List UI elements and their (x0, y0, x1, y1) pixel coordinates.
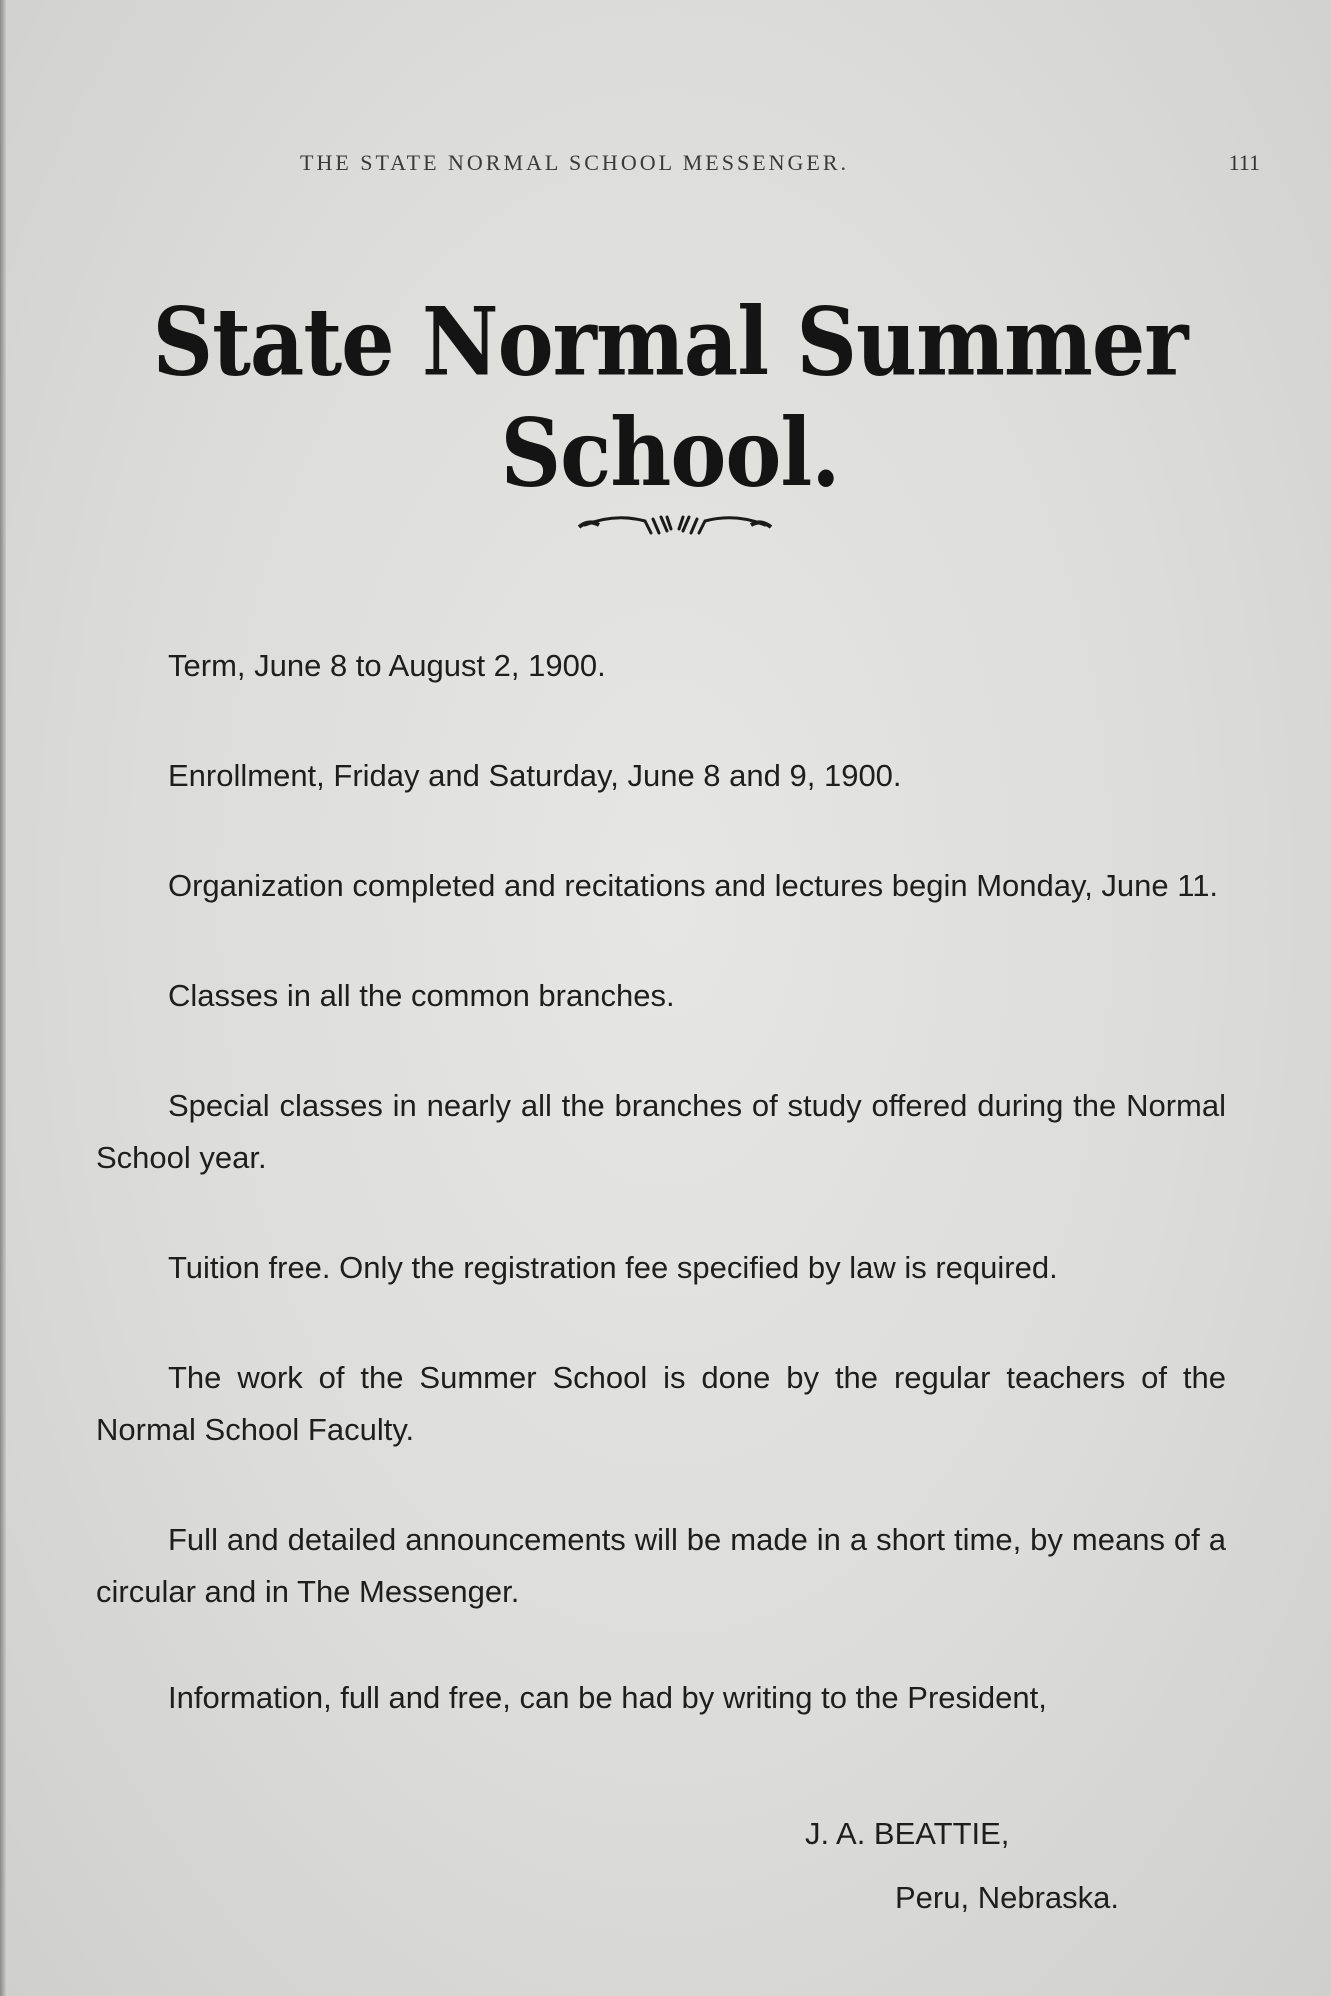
running-title: THE STATE NORMAL SCHOOL MESSENGER. (300, 150, 850, 175)
flourish-ornament-icon (575, 505, 775, 545)
paragraph-classes: Classes in all the common branches. (168, 978, 675, 1013)
page-edge-shadow (0, 0, 6, 1996)
announcement-body (96, 640, 1226, 1782)
paragraph-announcements: Full and detailed announcements will be made in a short time, by means of a circular and in The Messenger. (96, 1522, 1226, 1609)
signature-location: Peru, Nebraska. (895, 1880, 1119, 1915)
paragraph-information: Information, full and free, can be had by writing to the President, (168, 1680, 1047, 1715)
paragraph-term: Term, June 8 to August 2, 1900. (168, 648, 606, 683)
paragraph-faculty: The work of the Summer School is done by the regular teachers of the Normal School Faculty. (96, 1360, 1226, 1447)
page-number: 111 (1228, 150, 1260, 175)
signature-name: J. A. BEATTIE, (805, 1816, 1010, 1851)
signature-block (805, 1808, 1119, 1924)
paragraph-tuition: Tuition free. Only the registration fee specified by law is required. (168, 1250, 1058, 1285)
page-title: State Normal Summer School. (152, 286, 1188, 508)
paragraph-organization: Organization completed and recitations and lectures begin Monday, June 11. (168, 868, 1219, 903)
paragraph-enrollment: Enrollment, Friday and Saturday, June 8 and 9, 1900. (168, 758, 902, 793)
running-header (300, 150, 1260, 190)
paragraph-special-classes: Special classes in nearly all the branches of study offered during the Normal School year. (96, 1088, 1226, 1175)
